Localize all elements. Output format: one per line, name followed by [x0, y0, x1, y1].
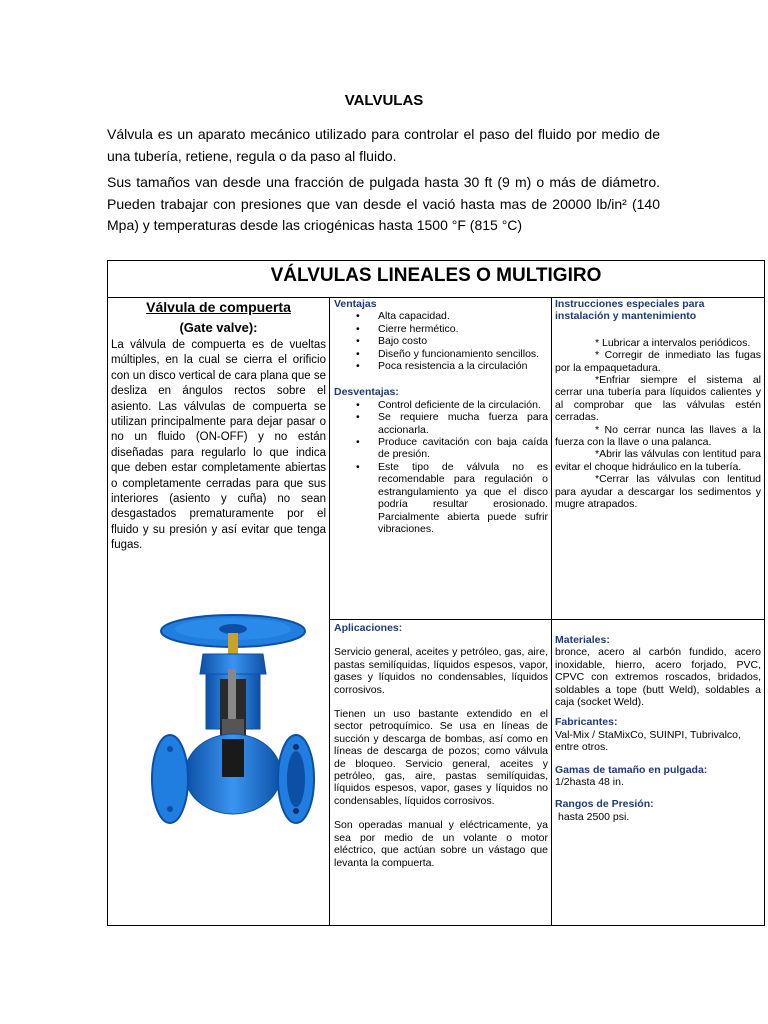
gate-valve-cell	[111, 299, 326, 554]
gate-valve-title: Válvula de compuerta	[146, 299, 291, 315]
ventajas-heading: Ventajas	[334, 298, 377, 310]
instrucciones-heading: Instrucciones especiales para instalación y mantenimiento	[555, 298, 705, 323]
instruccion-item: *Abrir las válvulas con lentitud para evitar el choque hidráulico en la tubería.	[555, 448, 761, 473]
materiales-cell	[555, 634, 761, 823]
instruccion-item: * Corregir de inmediato las fugas por la empaquetadura.	[555, 349, 761, 374]
list-item: • Produce cavitación con baja caída de presión.	[356, 436, 548, 461]
aplicaciones-cell	[334, 622, 548, 869]
materiales-heading: Materiales:	[555, 634, 610, 646]
gamas-heading: Gamas de tamaño en pulgada:	[555, 763, 708, 776]
size-paragraph: Sus tamaños van desde una fracción de pulgada hasta 30 ft (9 m) o más de diámetro. Pueden trabajar con presiones que van desde el vació hasta mas de 20000 lb/in² (140 Mpa) y temperaturas desde las criogénicas hasta 1500 °F (815 °C)	[107, 174, 660, 233]
ventajas-cell	[334, 298, 548, 535]
gate-valve-description: La válvula de compuerta es de vueltas múltiples, en la cual se cierra el orificio con un disco vertical de cara plana que se desliza en ángulos rectos sobre el asiento. Las válvulas de compuerta se utilizan principalmente para dejar pasar o no un fluido (ON-OFF) y no están diseñadas para regularlo lo que indica que deben estar completamente abiertas o completamente cerradas para que sus interiores (asiento y cuña) no sean desgastados prematuramente por el fluido y su presión y así evitar que tenga fugas.	[111, 339, 326, 552]
materiales-text: bronce, acero al carbón fundido, acero inoxidable, hierro, acero forjado, PVC, CPVC con extremos roscados, bridados, soldables a tope (butt Weld), soldables a caja (socket Weld).	[555, 646, 761, 709]
instrucciones-cell	[555, 298, 761, 511]
aplicaciones-heading: Aplicaciones:	[334, 622, 403, 634]
desventajas-list	[334, 399, 548, 535]
list-item: • Bajo costo	[356, 335, 428, 348]
list-item: • Alta capacidad.	[356, 310, 450, 323]
column-divider	[551, 298, 552, 925]
aplicaciones-paragraph: Son operadas manual y eléctricamente, ya sea por medio de un volante o motor eléctrico, que actúan sobre un vástago que levanta la compuerta.	[334, 819, 548, 869]
fabricantes-heading: Fabricantes:	[555, 716, 618, 729]
list-item: • Se requiere mucha fuerza para accionarla.	[356, 411, 548, 436]
gate-valve-image	[148, 609, 318, 849]
list-item: • Diseño y funcionamiento sencillos.	[356, 347, 540, 360]
gamas-text: 1/2hasta 48 in.	[555, 776, 624, 789]
fabricantes-text: Val-Mix / StaMixCo, SUINPI, Tubrivalco, entre otros.	[555, 728, 741, 754]
list-item: • Poca resistencia a la circulación	[356, 360, 528, 373]
instruccion-item: * No cerrar nunca las llaves a la fuerza con la llave o una palanca.	[555, 423, 761, 449]
row-divider	[330, 619, 764, 620]
intro-paragraph: Válvula es un aparato mecánico utilizado para controlar el paso del fluido por medio de una tubería, retiene, regula o da paso al fluido.	[107, 126, 660, 164]
aplicaciones-paragraph: Tienen un uso bastante extendido en el sector petroquímico. Se usa en líneas de succión y descarga de bombas, así como en líneas de descarga de pozos; como válvula de bloqueo. Servicio general, aceites y petróleo, gas, aire, pastas semilíquidas, líquidos espesos, vapor, gases y líquidos no condensables, líquidos corrosivos.	[334, 708, 548, 807]
instruccion-item: * Lubricar a intervalos periódicos.	[595, 336, 751, 349]
column-divider	[329, 298, 330, 925]
rangos-heading: Rangos de Presión:	[555, 798, 654, 811]
instruccion-item: *Enfriar siempre el sistema al cerrar una tubería para líquidos calientes y al comprobar que las válvulas estén cerradas.	[555, 374, 761, 424]
desventajas-heading: Desventajas:	[334, 386, 399, 399]
page-title: VALVULAS	[344, 92, 424, 109]
list-item: • Este tipo de válvula no es recomendable para regulación o estrangulamiento ya que el disco podría resultar erosionado. Parcialmente abierta puede sufrir vibraciones.	[356, 460, 548, 535]
ventajas-list	[334, 310, 548, 372]
instruccion-item: *Cerrar las válvulas con lentitud para ayudar a descargar los sedimentos y mugre atrapados.	[555, 473, 761, 511]
list-item: • Control deficiente de la circulación.	[356, 398, 541, 411]
gate-valve-subtitle: (Gate valve):	[179, 320, 258, 335]
table-title: VÁLVULAS LINEALES O MULTIGIRO	[108, 261, 764, 298]
aplicaciones-paragraph: Servicio general, aceites y petróleo, gas, aire, pastas semilíquidas, líquidos espesos, vapor, gases y líquidos no condensables, líquidos corrosivos.	[334, 646, 548, 696]
rangos-text: hasta 2500 psi.	[558, 810, 630, 823]
list-item: • Cierre hermético.	[356, 322, 459, 335]
valves-table	[107, 260, 765, 926]
